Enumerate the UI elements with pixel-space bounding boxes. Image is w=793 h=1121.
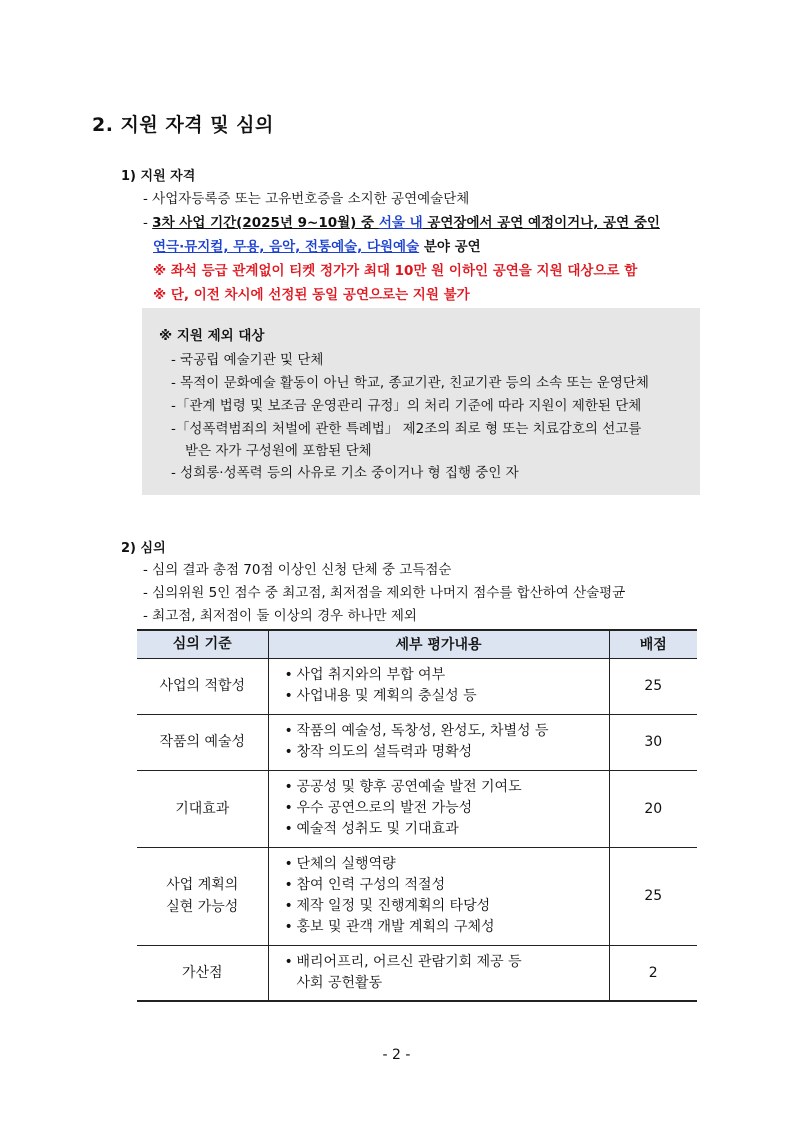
exclusion-item: -「관계 법령 및 보조금 운영관리 규정」의 처리 기준에 따라 지원이 제한된 단체 xyxy=(171,398,642,414)
details-cell xyxy=(268,770,609,847)
page-title: 2. 지원 자격 및 심의 xyxy=(92,114,274,136)
bullet: • xyxy=(284,779,293,795)
detail-item: • 제작 일정 및 진행계획의 타당성 xyxy=(285,896,609,917)
detail-item-continuation: 사회 공헌활동 xyxy=(296,974,383,991)
table-row xyxy=(137,847,697,945)
criterion-text: 실현 가능성 xyxy=(166,899,239,915)
header-criterion: 심의 기준 xyxy=(137,630,268,658)
dash: - xyxy=(143,215,153,231)
review-heading: 2) 심의 xyxy=(121,541,166,556)
detail-item: • 작품의 예술성, 독창성, 완성도, 차별성 등 xyxy=(285,721,609,742)
header-details: 세부 평가내용 xyxy=(268,630,609,658)
bullet: • xyxy=(284,856,293,872)
details-cell xyxy=(268,945,609,1001)
criterion-text: 작품의 예술성 xyxy=(159,734,246,750)
detail-item: • 홍보 및 관객 개발 계획의 구체성 xyxy=(285,917,609,938)
score-cell: 2 xyxy=(609,945,697,1001)
period-text: 3차 사업 기간(2025년 9~10월) 중 xyxy=(152,215,379,231)
table-row xyxy=(137,714,697,770)
bullet: • xyxy=(284,953,293,970)
criterion-text: 기대효과 xyxy=(175,800,230,817)
details-cell xyxy=(268,847,609,945)
exclusion-box xyxy=(142,308,700,495)
table-row xyxy=(137,658,697,714)
review-line: - 심의위원 5인 점수 중 최고점, 최저점을 제외한 나머지 점수를 합산하여 산술평균 xyxy=(143,585,626,601)
detail-item: • 사업 취지와의 부합 여부 xyxy=(285,665,609,686)
genre-suffix: 분야 공연 xyxy=(419,239,481,255)
exclusion-item: - 성희롱·성폭력 등의 사유로 기소 중이거나 형 집행 중인 자 xyxy=(171,465,519,481)
exclusion-item: -「성폭력범죄의 처벌에 관한 특례법」 제2조의 죄로 형 또는 치료감호의 선고를 xyxy=(171,421,642,437)
criterion-cell xyxy=(137,847,268,945)
bullet: • xyxy=(284,744,293,760)
seoul-text: 서울 내 xyxy=(378,215,423,231)
eligibility-line-1: - 사업자등록증 또는 고유번호증을 소지한 공연예술단체 xyxy=(143,191,470,207)
venue-text: 공연장에서 공연 예정이거나, 공연 중인 xyxy=(422,215,660,231)
criterion-text: 사업의 적합성 xyxy=(159,678,246,694)
eligibility-heading: 1) 지원 자격 xyxy=(121,169,196,184)
detail-item: • 단체의 실행역량 xyxy=(285,854,609,875)
previous-selection-note: ※ 단, 이전 차시에 선정된 동일 공연으로는 지원 불가 xyxy=(153,287,470,303)
detail-item: • 창작 의도의 설득력과 명확성 xyxy=(285,742,609,763)
bullet: • xyxy=(284,877,293,893)
criterion-cell xyxy=(137,945,268,1001)
score-cell: 20 xyxy=(609,770,697,847)
criterion-cell xyxy=(137,770,268,847)
exclusion-item: - 국공립 예술기관 및 단체 xyxy=(171,352,324,368)
criterion-text: 가산점 xyxy=(181,964,223,981)
exclusion-title: ※ 지원 제외 대상 xyxy=(159,328,265,344)
detail-item: • 예술적 성취도 및 기대효과 xyxy=(285,819,609,840)
bullet: • xyxy=(284,898,293,914)
detail-item: • 참여 인력 구성의 적절성 xyxy=(285,875,609,896)
score-cell: 25 xyxy=(609,658,697,714)
detail-item: • 공공성 및 향후 공연예술 발전 기여도 xyxy=(285,777,609,798)
eligibility-line-2 xyxy=(143,211,660,231)
score-cell: 30 xyxy=(609,714,697,770)
bullet: • xyxy=(284,800,293,816)
genres-text: 연극·뮤지컬, 무용, 음악, 전통예술, 다원예술 xyxy=(153,239,420,255)
detail-item: • 배리어프리, 어르신 관람기회 제공 등 xyxy=(285,952,609,973)
criterion-cell xyxy=(137,658,268,714)
page-number: - 2 - xyxy=(382,1047,411,1063)
review-criteria-table xyxy=(137,629,697,1002)
ticket-price-note: ※ 좌석 등급 관계없이 티켓 정가가 최대 10만 원 이하인 공연을 지원 대상으로 함 xyxy=(153,263,638,279)
detail-item: • 우수 공연으로의 발전 가능성 xyxy=(285,798,609,819)
table-header-row xyxy=(137,630,697,658)
review-line: - 최고점, 최저점이 둘 이상의 경우 하나만 제외 xyxy=(143,608,417,624)
header-score: 배점 xyxy=(609,630,697,658)
table-row xyxy=(137,945,697,1001)
bullet: • xyxy=(284,688,293,704)
eligibility-line-3 xyxy=(153,235,481,255)
bullet: • xyxy=(284,723,293,739)
criterion-cell xyxy=(137,714,268,770)
details-cell xyxy=(268,658,609,714)
table-row xyxy=(137,770,697,847)
score-cell: 25 xyxy=(609,847,697,945)
criterion-text: 사업 계획의 xyxy=(166,877,239,893)
bullet: • xyxy=(284,919,293,935)
bullet: • xyxy=(284,667,293,683)
exclusion-item-continuation: 받은 자가 구성원에 포함된 단체 xyxy=(185,443,372,459)
bullet: • xyxy=(284,821,293,837)
details-cell xyxy=(268,714,609,770)
review-line: - 심의 결과 총점 70점 이상인 신청 단체 중 고득점순 xyxy=(143,562,452,578)
detail-item: • 사업내용 및 계획의 충실성 등 xyxy=(285,686,609,707)
exclusion-item: - 목적이 문화예술 활동이 아닌 학교, 종교기관, 친교기관 등의 소속 또는 운영단체 xyxy=(171,375,649,391)
